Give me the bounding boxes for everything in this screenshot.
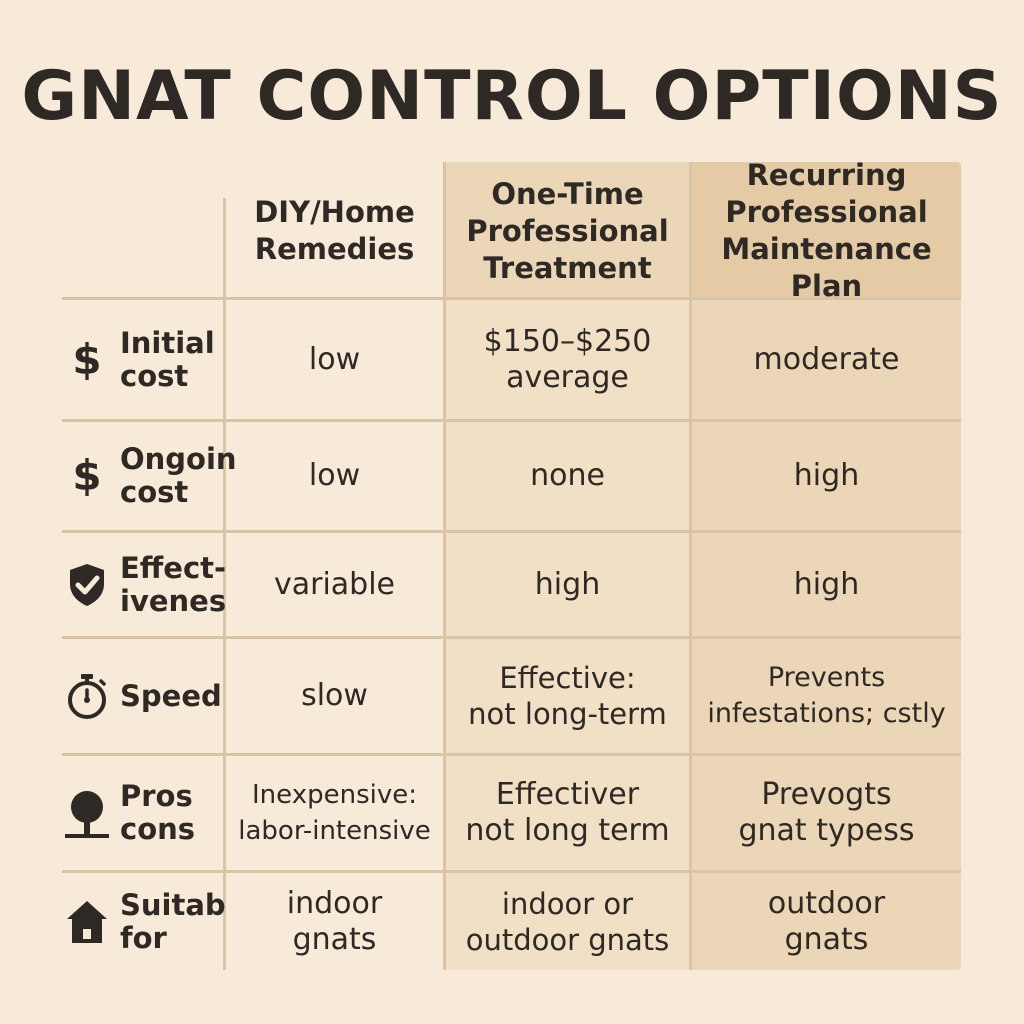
row-label-speed: Speed: [0, 639, 223, 753]
row-label-initial-cost: $ Initial cost: [72, 325, 215, 393]
table-cell: indoor or outdoor gnats: [465, 886, 670, 957]
table-cell: indoor gnats: [286, 885, 383, 957]
column-header-diy: DIY/Home Remedies: [254, 195, 415, 266]
dollar-icon: $: [72, 334, 102, 384]
table-cell: low: [308, 341, 361, 377]
table-cell: none: [530, 458, 605, 493]
table-cell: low: [308, 458, 361, 493]
table-cell: high: [793, 458, 860, 493]
table-cell: Prevogts gnat typess: [738, 777, 915, 848]
table-cell: Effectiver not long term: [465, 777, 670, 848]
column-header-recurring: Recurring Professional Maintenance Plan: [721, 158, 932, 303]
table-cell: Effective: not long-term: [468, 661, 667, 731]
table-cell: high: [793, 566, 860, 602]
row-label-effectiveness: Effect- ivenes: [0, 533, 223, 636]
table-cell: slow: [301, 678, 368, 713]
column-header-one-time: One-Time Professional Treatment: [466, 176, 669, 285]
table-cell: outdoor gnats: [767, 885, 886, 957]
table-cell: moderate: [753, 341, 900, 377]
row-label-pros-cons: Pros cons: [0, 756, 223, 870]
stopwatch-icon: [64, 672, 110, 720]
row-label-ongoing-cost: $ Ongoin cost: [72, 442, 237, 509]
row-label-suitable-for: Suitab for: [0, 873, 223, 970]
table-cell: $150–$250 average: [483, 323, 652, 395]
table-cell: variable: [273, 566, 396, 602]
shield-check-icon: [67, 562, 107, 608]
table-cell: Inexpensive: labor-intensive: [238, 780, 431, 846]
page-title: GNAT CONTROL OPTIONS: [21, 57, 1003, 136]
tree-icon: [62, 785, 112, 841]
table-cell: high: [534, 566, 601, 602]
house-icon: [65, 899, 109, 945]
dollar-icon: $: [72, 451, 102, 500]
table-cell: Prevents infestations; cstly: [707, 662, 946, 729]
